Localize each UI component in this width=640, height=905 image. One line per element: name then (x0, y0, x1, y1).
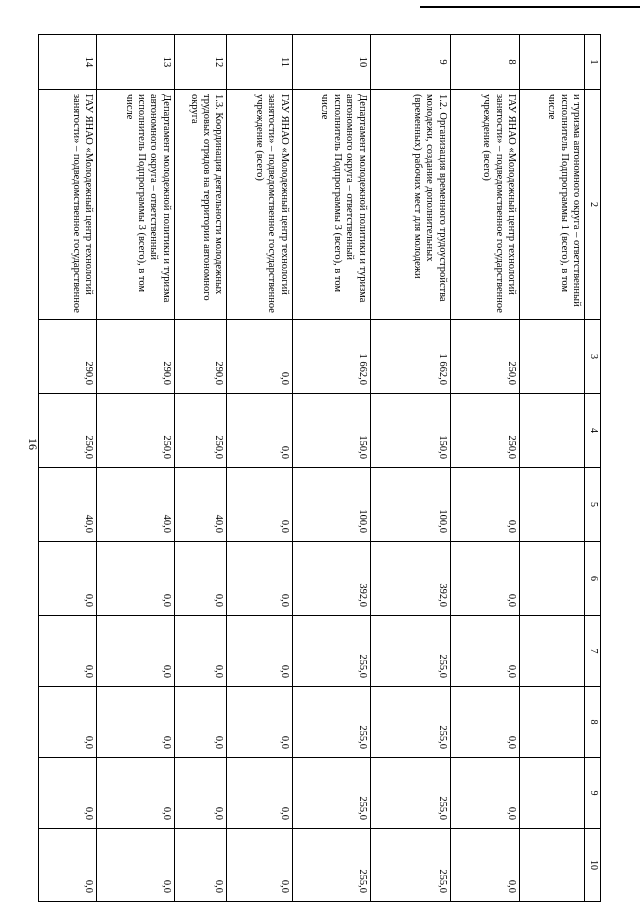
value-cell-c4: 250,0 (174, 394, 227, 468)
value-cell-c8 (519, 687, 584, 758)
value-cell-c6: 0,0 (174, 542, 227, 616)
value-cell-c8: 0,0 (174, 687, 227, 758)
value-cell-c9: 0,0 (96, 758, 174, 829)
header-row (585, 35, 601, 902)
value-cell-c4: 250,0 (96, 394, 174, 468)
row-number-cell: 14 (39, 35, 97, 90)
value-cell-c3: 0,0 (227, 320, 292, 394)
value-cell-c4 (519, 394, 584, 468)
value-cell-c3 (519, 320, 584, 394)
value-cell-c7: 0,0 (96, 616, 174, 687)
value-cell-c9: 0,0 (39, 758, 97, 829)
header-cell: 2 (585, 90, 601, 320)
table-body (39, 35, 601, 902)
value-cell-c4: 150,0 (370, 394, 450, 468)
row-number-cell: 11 (227, 35, 292, 90)
value-cell-c5: 0,0 (227, 468, 292, 542)
value-cell-c7: 0,0 (39, 616, 97, 687)
value-cell-c8: 0,0 (227, 687, 292, 758)
table-row (227, 35, 292, 902)
row-number-cell: 8 (450, 35, 519, 90)
value-cell-c10: 0,0 (450, 829, 519, 902)
value-cell-c7: 0,0 (450, 616, 519, 687)
value-cell-c6: 392,0 (292, 542, 370, 616)
value-cell-c3: 290,0 (174, 320, 227, 394)
value-cell-c4: 0,0 (227, 394, 292, 468)
value-cell-c4: 150,0 (292, 394, 370, 468)
value-cell-c10: 255,0 (292, 829, 370, 902)
row-number-cell: 9 (370, 35, 450, 90)
row-name-cell: ГАУ ЯНАО «Молодежный центр технологий занятости» – подведомственное государственное учреждение (всего) (227, 90, 292, 320)
top-rule (420, 6, 640, 8)
table-row (39, 35, 97, 902)
value-cell-c3: 250,0 (450, 320, 519, 394)
value-cell-c8: 255,0 (370, 687, 450, 758)
value-cell-c4: 250,0 (450, 394, 519, 468)
value-cell-c7: 0,0 (227, 616, 292, 687)
row-number-cell (519, 35, 584, 90)
value-cell-c9: 0,0 (450, 758, 519, 829)
header-cell: 1 (585, 35, 601, 90)
value-cell-c9: 0,0 (227, 758, 292, 829)
value-cell-c10: 0,0 (96, 829, 174, 902)
row-number-cell: 13 (96, 35, 174, 90)
header-cell: 7 (585, 616, 601, 687)
value-cell-c5: 0,0 (450, 468, 519, 542)
value-cell-c10: 0,0 (39, 829, 97, 902)
row-name-cell: 1.2. Организация временного трудоустройства молодежи, создание дополнительных (временных) рабочих мест для молодежи (370, 90, 450, 320)
value-cell-c9: 255,0 (292, 758, 370, 829)
header-cell: 8 (585, 687, 601, 758)
table-row (370, 35, 450, 902)
header-cell: 5 (585, 468, 601, 542)
value-cell-c10: 0,0 (174, 829, 227, 902)
value-cell-c5: 100,0 (292, 468, 370, 542)
table-row (292, 35, 370, 902)
value-cell-c6: 392,0 (370, 542, 450, 616)
row-name-cell: ГАУ ЯНАО «Молодежный центр технологий занятости» – подведомственное государственное учреждение (всего) (450, 90, 519, 320)
row-number-cell: 12 (174, 35, 227, 90)
value-cell-c6: 0,0 (96, 542, 174, 616)
row-name-cell: Департамент молодежной политики и туризма автономного округа – ответственный исполнитель Подпрограммы 3 (всего), в том числе (292, 90, 370, 320)
header-cell: 3 (585, 320, 601, 394)
value-cell-c8: 0,0 (450, 687, 519, 758)
value-cell-c9 (519, 758, 584, 829)
header-cell: 6 (585, 542, 601, 616)
value-cell-c6: 0,0 (39, 542, 97, 616)
value-cell-c4: 250,0 (39, 394, 97, 468)
value-cell-c7 (519, 616, 584, 687)
row-name-cell: 1.3. Координация деятельности молодежных трудовых отрядов на территории автономного округа (174, 90, 227, 320)
page-number: 16 (26, 438, 40, 450)
value-cell-c8: 0,0 (39, 687, 97, 758)
value-cell-c3: 290,0 (39, 320, 97, 394)
value-cell-c10: 0,0 (227, 829, 292, 902)
value-cell-c8: 255,0 (292, 687, 370, 758)
rotated-table-container (38, 34, 601, 900)
row-name-cell: Департамент молодежной политики и туризма автономного округа – ответственный исполнитель Подпрограммы 3 (всего), в том числе (96, 90, 174, 320)
value-cell-c7: 0,0 (174, 616, 227, 687)
value-cell-c9: 0,0 (174, 758, 227, 829)
value-cell-c5: 100,0 (370, 468, 450, 542)
table-row (450, 35, 519, 902)
value-cell-c5: 40,0 (96, 468, 174, 542)
value-cell-c9: 255,0 (370, 758, 450, 829)
header-cell: 4 (585, 394, 601, 468)
header-cell: 10 (585, 829, 601, 902)
row-name-cell: ГАУ ЯНАО «Молодежный центр технологий занятости» – подведомственное государственное (39, 90, 97, 320)
value-cell-c7: 255,0 (370, 616, 450, 687)
value-cell-c3: 1 662,0 (292, 320, 370, 394)
value-cell-c6 (519, 542, 584, 616)
table-row (519, 35, 584, 902)
value-cell-c8: 0,0 (96, 687, 174, 758)
value-cell-c5 (519, 468, 584, 542)
value-cell-c10: 255,0 (370, 829, 450, 902)
row-name-cell: и туризма автономного округа – ответственный исполнитель Подпрограммы 1 (всего), в том числе (519, 90, 584, 320)
row-number-cell: 10 (292, 35, 370, 90)
value-cell-c5: 40,0 (39, 468, 97, 542)
budget-table (38, 34, 601, 902)
value-cell-c3: 1 662,0 (370, 320, 450, 394)
table-row (96, 35, 174, 902)
value-cell-c7: 255,0 (292, 616, 370, 687)
value-cell-c5: 40,0 (174, 468, 227, 542)
table-row (174, 35, 227, 902)
value-cell-c3: 290,0 (96, 320, 174, 394)
header-cell: 9 (585, 758, 601, 829)
value-cell-c10 (519, 829, 584, 902)
value-cell-c6: 0,0 (450, 542, 519, 616)
value-cell-c6: 0,0 (227, 542, 292, 616)
